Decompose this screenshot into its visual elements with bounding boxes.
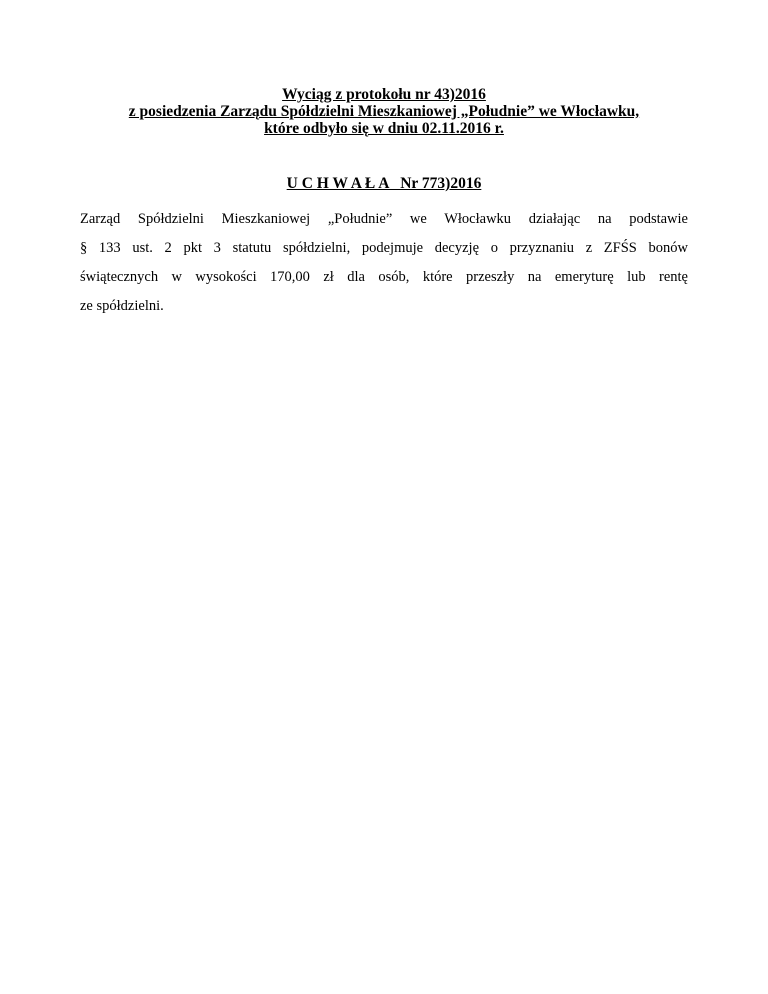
meeting-date: które odbyło się w dniu 02.11.2016 r.: [264, 120, 504, 137]
body-line-3: świątecznych w wysokości 170,00 zł dla osób, które przeszły na emeryturę lub rentę: [80, 269, 688, 285]
meeting-description: z posiedzenia Zarządu Spółdzielni Mieszkaniowej „Południe” we Włocławku,: [128, 103, 640, 120]
resolution-body: [80, 205, 688, 321]
body-line-1: Zarząd Spółdzielni Mieszkaniowej „Południe” we Włocławku działając na podstawie: [80, 211, 688, 227]
body-line-4: ze spółdzielni.: [80, 298, 164, 314]
protocol-extract-title: Wyciąg z protokołu nr 43)2016: [282, 86, 486, 103]
resolution-title: U C H W A Ł A Nr 773)2016: [286, 175, 482, 192]
document-header: [80, 86, 688, 137]
body-line-2: § 133 ust. 2 pkt 3 statutu spółdzielni, podejmuje decyzję o przyznaniu z ZFŚS bonów: [80, 240, 688, 256]
